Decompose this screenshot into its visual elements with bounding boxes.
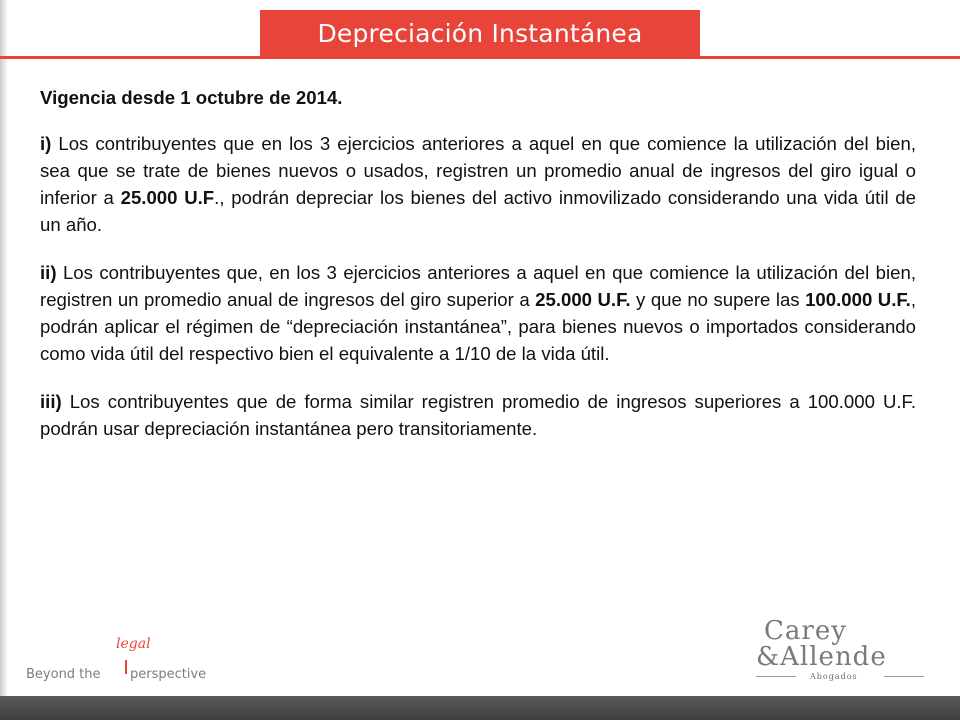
paragraph-text: y que no supere las [630, 289, 806, 310]
paragraph-2 [40, 259, 916, 367]
slide-title: Depreciación Instantánea [317, 18, 643, 48]
paragraph-3 [40, 388, 916, 442]
paragraph-list [40, 130, 916, 442]
paragraph-label: ii) [40, 262, 57, 283]
paragraph-text: , podrán aplicar el régimen de “depreciación instantánea”, para bienes nuevos o importados considerando como vida útil del respectivo bien el equivalente a 1/10 de la vida útil. [40, 289, 917, 364]
intro-line: Vigencia desde 1 octubre de 2014. [40, 87, 343, 108]
paragraph-text: Los contribuyentes que de forma similar registren promedio de ingresos superiores a 100.000 U.F. podrán usar depreciación instantánea pero transitoriamente. [40, 391, 916, 439]
paragraph-1 [40, 130, 916, 238]
title-rule [0, 56, 960, 59]
carey-allende-logo [756, 616, 946, 686]
paragraph-label: iii) [40, 391, 62, 412]
paragraph-emphasis: 25.000 U.F [120, 187, 215, 208]
logo-text-beyond: Beyond the [26, 667, 101, 682]
bottom-bar [0, 696, 960, 720]
beyond-the-legal-perspective-logo [26, 634, 226, 688]
paragraph-text: Los contribuyentes que en los 3 ejercicios anteriores a aquel en que comience la utilización del bien, sea que se trate de bienes nuevos o usados, registren un promedio anual de ingresos del giro igual o inferior a [40, 133, 916, 208]
logo-legal-word: legal [116, 636, 151, 652]
logo-red-bar [125, 660, 127, 674]
logo-carey: Carey [764, 616, 847, 646]
left-edge-shadow [0, 0, 8, 720]
paragraph-text: ., podrán depreciar los bienes del activo inmovilizado considerando una vida útil de un año. [40, 187, 916, 235]
paragraph-emphasis: 25.000 U.F. [535, 289, 631, 310]
paragraph-text: Los contribuyentes que, en los 3 ejercicios anteriores a aquel en que comience la utilización del bien, registren un promedio anual de ingresos del giro superior a [40, 262, 916, 310]
paragraph-label: i) [40, 133, 52, 154]
logo-rule-left [756, 676, 796, 677]
logo-text-perspective: perspective [130, 667, 207, 682]
logo-rule-right [884, 676, 924, 677]
slide-body [40, 84, 916, 463]
paragraph-emphasis: 100.000 U.F. [805, 289, 911, 310]
logo-abogados: Abogados [810, 672, 858, 681]
title-banner [260, 10, 700, 56]
logo-allende: &Allende [756, 642, 887, 672]
